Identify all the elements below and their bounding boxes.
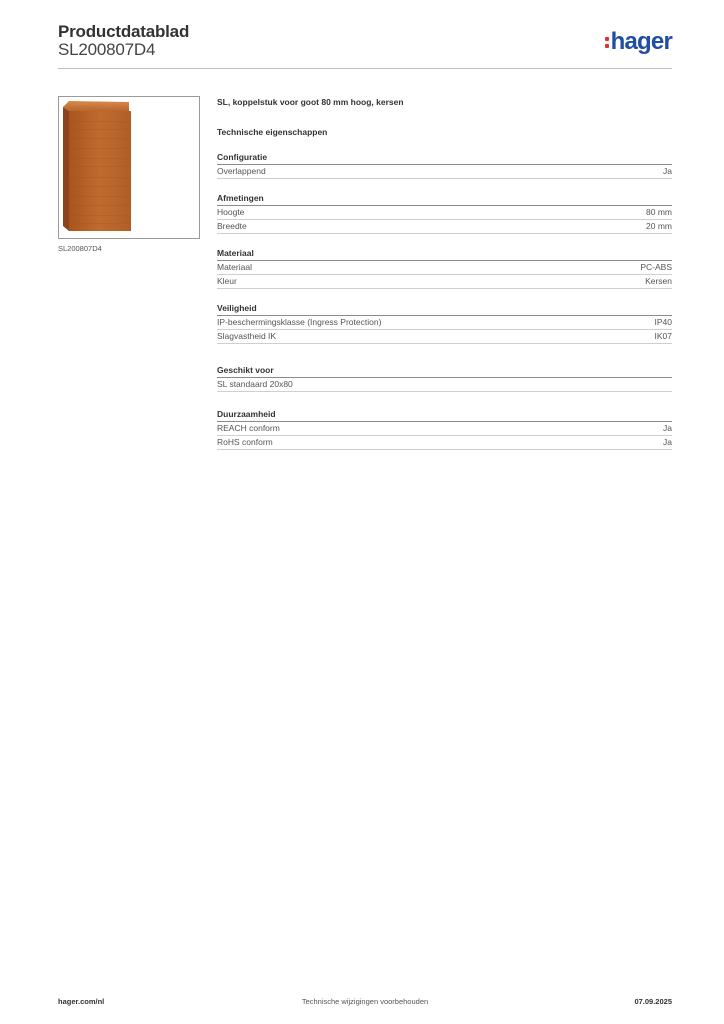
spec-row xyxy=(217,275,672,289)
page-header xyxy=(58,22,672,68)
group-title: Afmetingen xyxy=(217,192,672,206)
spec-row xyxy=(217,316,672,330)
document-title: Productdatablad xyxy=(58,22,190,41)
section-heading: Technische eigenschappen xyxy=(217,127,328,137)
spec-row xyxy=(217,330,672,344)
spec-group-materiaal xyxy=(217,247,672,289)
spec-row xyxy=(217,220,672,234)
spec-value: 20 mm xyxy=(646,221,672,231)
spec-value: PC-ABS xyxy=(640,262,672,272)
spec-label: Kleur xyxy=(217,276,237,286)
spec-label: Breedte xyxy=(217,221,247,231)
footer-notice: Technische wijzigingen voorbehouden xyxy=(301,997,429,1006)
specification-panel xyxy=(217,96,672,450)
header-divider xyxy=(58,68,672,69)
image-caption: SL200807D4 xyxy=(58,244,102,253)
group-title: Materiaal xyxy=(217,247,672,261)
logo-text: hager xyxy=(610,28,672,55)
spec-label: REACH conform xyxy=(217,423,280,433)
spec-row xyxy=(217,206,672,220)
group-title: Configuratie xyxy=(217,151,672,165)
group-title: Geschikt voor xyxy=(217,364,672,378)
spec-label: Slagvastheid IK xyxy=(217,331,277,341)
spec-group-afmetingen xyxy=(217,192,672,234)
spec-value: Ja xyxy=(663,166,672,176)
spec-row xyxy=(217,165,672,179)
spec-label: Overlappend xyxy=(217,166,266,176)
wood-end-cap-product-image xyxy=(59,97,199,238)
spec-row xyxy=(217,378,672,392)
spec-row xyxy=(217,261,672,275)
spec-label: RoHS conform xyxy=(217,437,273,447)
spec-value: Kersen xyxy=(645,276,672,286)
product-title: SL, koppelstuk voor goot 80 mm hoog, kersen xyxy=(217,97,404,107)
spec-value: IP40 xyxy=(654,317,672,327)
spec-group-configuratie xyxy=(217,151,672,179)
spec-label: Hoogte xyxy=(217,207,245,217)
spec-group-veiligheid xyxy=(217,302,672,344)
spec-group-geschikt-voor xyxy=(217,364,672,392)
spec-value: Ja xyxy=(663,423,672,433)
product-image-frame xyxy=(58,96,200,239)
hager-logo xyxy=(605,28,672,56)
product-code: SL200807D4 xyxy=(58,40,156,59)
footer-date: 07.09.2025 xyxy=(634,997,672,1006)
spec-row xyxy=(217,422,672,436)
spec-value: 80 mm xyxy=(646,207,672,217)
spec-label: Materiaal xyxy=(217,262,252,272)
group-title: Veiligheid xyxy=(217,302,672,316)
footer-website-link[interactable]: hager.com/nl xyxy=(58,997,105,1006)
group-title: Duurzaamheid xyxy=(217,408,672,422)
spec-value: Ja xyxy=(663,437,672,447)
spec-value: IK07 xyxy=(654,331,672,341)
spec-label: SL standaard 20x80 xyxy=(217,379,293,389)
spec-group-duurzaamheid xyxy=(217,408,672,450)
spec-row xyxy=(217,436,672,450)
logo-dots-icon xyxy=(605,34,609,50)
spec-label: IP-beschermingsklasse (Ingress Protection) xyxy=(217,317,382,327)
